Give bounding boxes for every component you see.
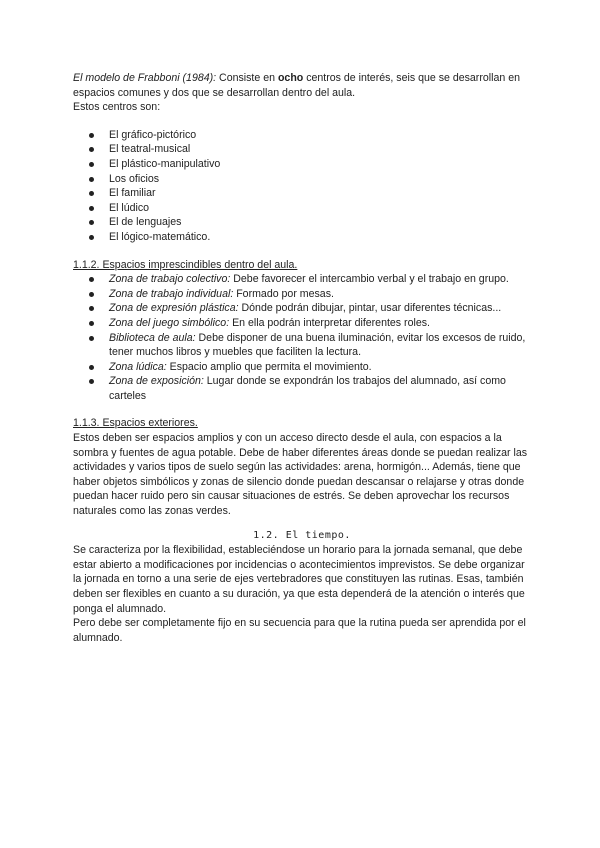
list-item: El plástico-manipulativo [73, 157, 531, 172]
document-content [73, 71, 531, 645]
list-item: El de lenguajes [73, 215, 531, 230]
list-item [73, 360, 531, 375]
intro-bold-word: ocho [277, 72, 304, 84]
model-label: El modelo de Frabboni (1984): [73, 72, 217, 84]
list-item [73, 301, 531, 316]
section-113-heading: 1.1.3. Espacios exteriores. [73, 417, 198, 430]
intro-text-b: centros de interés, seis que se desarrollan en espacios comunes y dos que se desarrollan dentro del aula. [73, 72, 520, 99]
section-12-para1: Se caracteriza por la flexibilidad, estableciéndose un horario para la jornada semanal, que debe estar abierto a modificaciones por incidencias o acontecimientos imprevistos. Se debe organizar la jornada en torno a una serie de ejes vertebradores que constituyen las rutinas. Esas, también deben ser flexibles en cuanto a su duración, ya que esta dependerá de la atención o interés que ponga el alumnado. [73, 544, 525, 615]
list-item [73, 272, 531, 287]
section-12-heading: 1.2. El tiempo. [253, 529, 351, 541]
item-label: Zona de expresión plástica: [109, 302, 239, 315]
item-text: Formado por mesas. [233, 287, 334, 300]
item-label: Zona del juego simbólico: [109, 316, 230, 329]
item-label: Biblioteca de aula: [109, 331, 196, 344]
list-item: El lógico-matemático. [73, 230, 531, 245]
list-item: El lúdico [73, 201, 531, 216]
section-12-para2: Pero debe ser completamente fijo en su secuencia para que la rutina pueda ser aprendida por el alumnado. [73, 617, 526, 644]
intro-text-a: Consiste en [216, 72, 278, 84]
list-item [73, 374, 531, 403]
item-text: Espacio amplio que permita el movimiento. [166, 360, 372, 373]
list-item [73, 316, 531, 331]
intro-paragraph [73, 71, 531, 100]
section-113-body: Estos deben ser espacios amplios y con un acceso directo desde el aula, con espacios a la sombra y fuentes de agua potable. Debe de haber diferentes áreas donde se puedan realizar las actividades y varios tipos de suelo según las actividades: arena, hormigón... Además, tiene que haber objetos simbólicos y zonas de silencio donde puedan descansar o relajarse y otras donde puedan hacer ruido pero sin causar situaciones de estrés. Se deben aprovechar los recursos naturales como las zonas verdes. [73, 432, 528, 518]
item-text: Dónde podrán dibujar, pintar, usar diferentes técnicas... [238, 302, 502, 315]
list-item: Los oficios [73, 172, 531, 187]
list-item [73, 287, 531, 302]
item-text: Debe favorecer el intercambio verbal y el trabajo en grupo. [230, 273, 509, 286]
item-text: Debe disponer de una buena iluminación, evitar los excesos de ruido, tener muchos libros y muebles que faciliten la lectura. [109, 331, 526, 359]
item-label: Zona de exposición: [109, 375, 204, 388]
centers-lead: Estos centros son: [73, 101, 161, 114]
item-text: Lugar donde se expondrán los trabajos del alumnado, así como carteles [109, 375, 506, 402]
section-112-heading: 1.1.2. Espacios imprescindibles dentro del aula. [73, 258, 298, 271]
centers-list [73, 128, 531, 245]
list-item: El teatral-musical [73, 142, 531, 157]
list-item: El familiar [73, 186, 531, 201]
item-label: Zona de trabajo colectivo: [109, 273, 231, 286]
item-label: Zona lúdica: [109, 360, 167, 373]
list-item: El gráfico-pictórico [73, 128, 531, 143]
item-label: Zona de trabajo individual: [109, 287, 234, 300]
spaces-list [73, 272, 531, 403]
item-text: En ella podrán interpretar diferentes roles. [229, 316, 430, 329]
list-item [73, 331, 531, 360]
